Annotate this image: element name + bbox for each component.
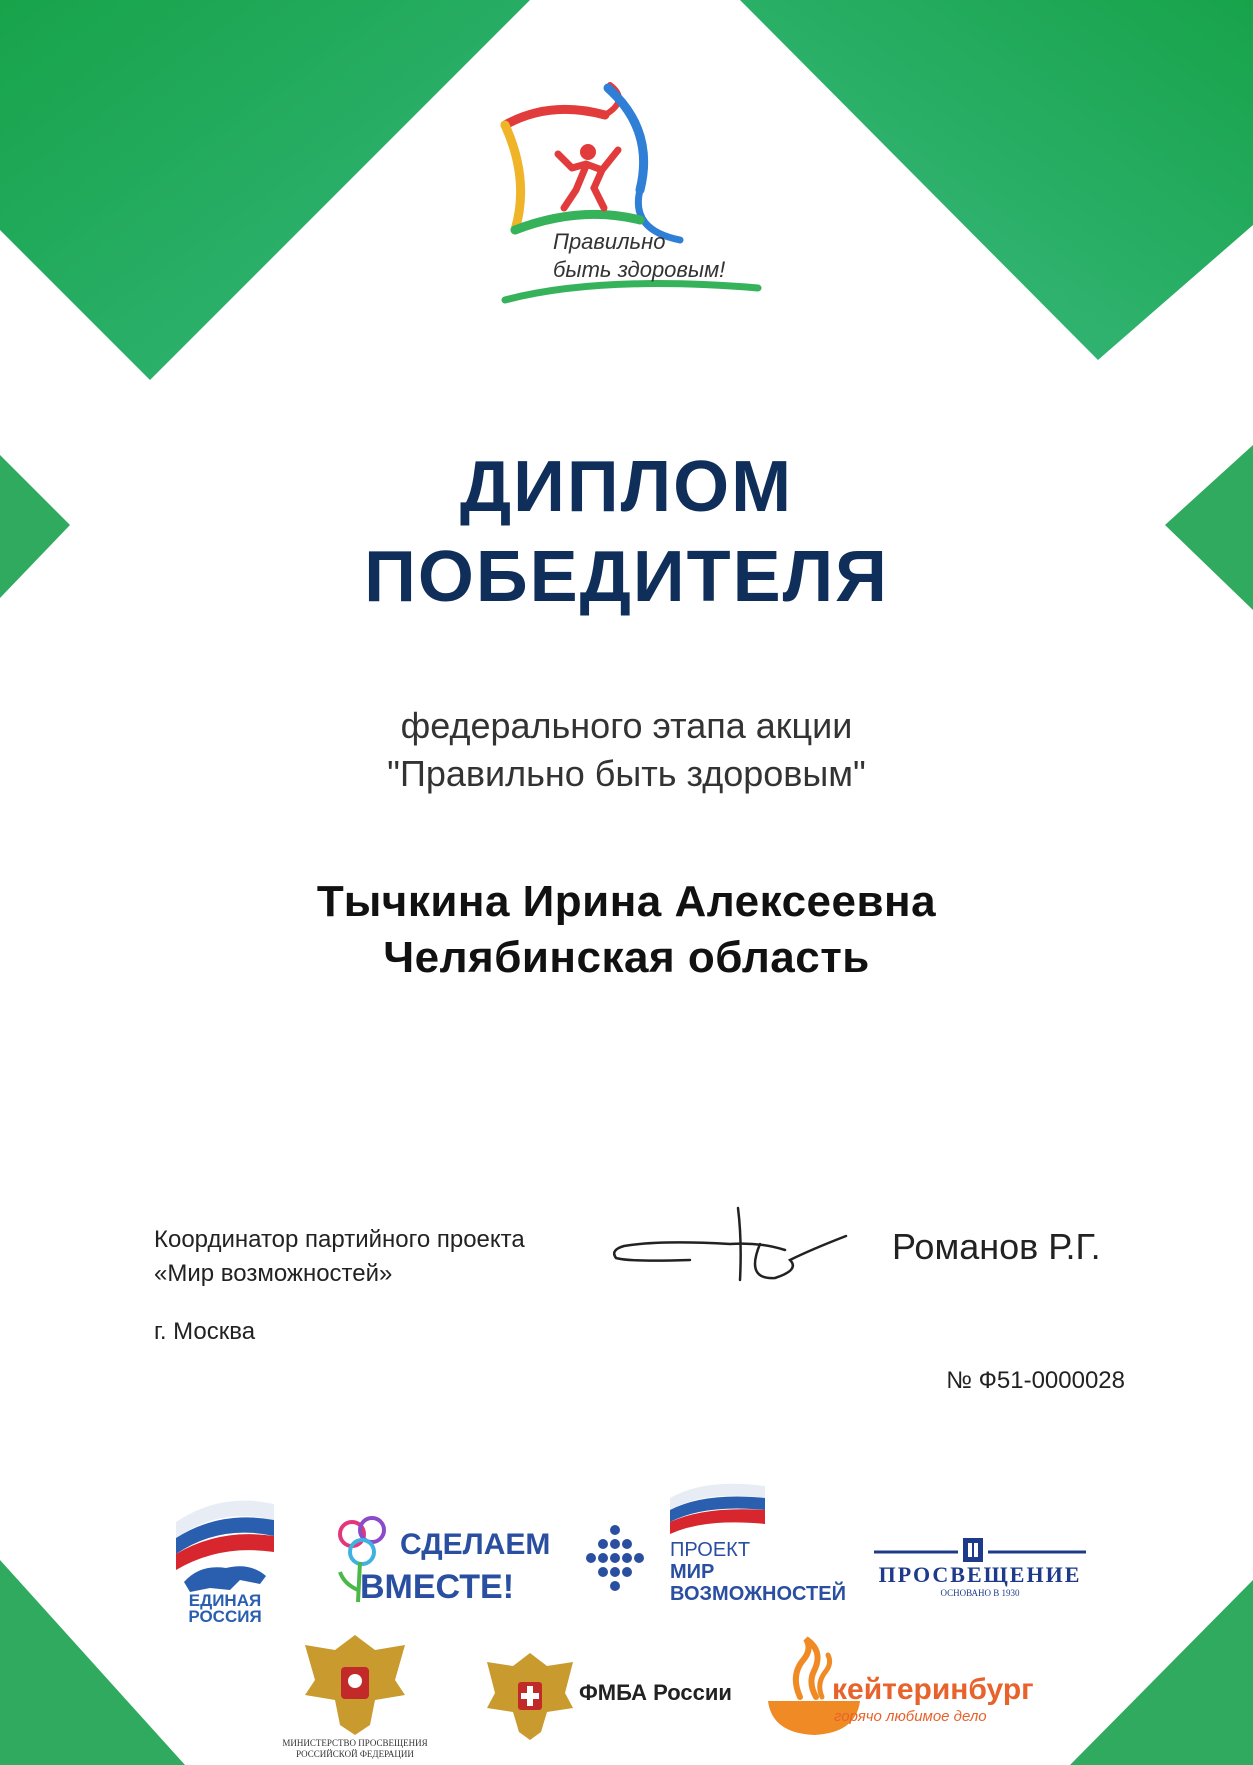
prosv-title: ПРОСВЕЩЕНИЕ [878, 1562, 1082, 1587]
sdelaem-vmeste-logo [330, 1512, 551, 1612]
mir-line2: МИР [670, 1561, 715, 1583]
fmba-title: ФМБА России [579, 1680, 732, 1705]
er-line2: РОССИЯ [188, 1607, 262, 1626]
city: г. Москва [154, 1318, 256, 1345]
signature-icon [610, 1200, 850, 1290]
healthy-logo-icon [480, 80, 770, 330]
winner-name: Тычкина Ирина Алексеевна [316, 877, 937, 926]
diploma-subtitle-line2: "Правильно быть здоровым" [387, 753, 866, 794]
mir-line3: ВОЗМОЖНОСТЕЙ [670, 1583, 846, 1605]
coordinator-line2: «Мир возможностей» [154, 1260, 393, 1287]
mir-line1: ПРОЕКТ [670, 1539, 751, 1561]
prosv-sub: ОСНОВАНО В 1930 [940, 1588, 1020, 1598]
ministry-education-logo [275, 1625, 435, 1760]
fmba-logo [485, 1648, 732, 1743]
sdelaem-line1: СДЕЛАЕМ [400, 1528, 551, 1561]
sdelaem-line2: ВМЕСТЕ! [360, 1568, 515, 1606]
minpros-line1: МИНИСТЕРСТВО ПРОСВЕЩЕНИЯ [282, 1738, 428, 1748]
united-russia-logo [170, 1492, 280, 1626]
signer-name: Романов Р.Г. [892, 1226, 1101, 1267]
winner-region: Челябинская область [383, 933, 870, 982]
diploma-title-line1: ДИПЛОМ [459, 447, 794, 527]
logo-slogan-line2: быть здоровым! [553, 257, 726, 282]
corner-triangle-bottom-left [0, 1560, 185, 1765]
keiteringburg-logo [760, 1635, 1050, 1745]
corner-triangle-bottom-right [1070, 1580, 1253, 1765]
diploma-number: № Ф51-0000028 [946, 1367, 1125, 1394]
diploma-title-line2: ПОБЕДИТЕЛЯ [364, 537, 889, 617]
logo-slogan [553, 228, 725, 284]
coordinator-line1: Координатор партийного проекта [154, 1226, 525, 1253]
er-line1: ЕДИНАЯ [188, 1591, 262, 1610]
kait-sub: горячо любимое дело [834, 1708, 987, 1725]
kait-title: кейтеринбург [832, 1673, 1034, 1706]
prosveshchenie-logo [870, 1518, 1090, 1598]
minpros-line2: РОССИЙСКОЙ ФЕДЕРАЦИИ [296, 1749, 414, 1759]
corner-triangle-top-left [0, 0, 530, 380]
logo-slogan-line1: Правильно [553, 229, 666, 254]
diploma-subtitle-line1: федерального этапа акции [400, 705, 853, 746]
mir-vozmozhnostey-logo [575, 1478, 845, 1608]
corner-triangle-top-right [740, 0, 1253, 360]
